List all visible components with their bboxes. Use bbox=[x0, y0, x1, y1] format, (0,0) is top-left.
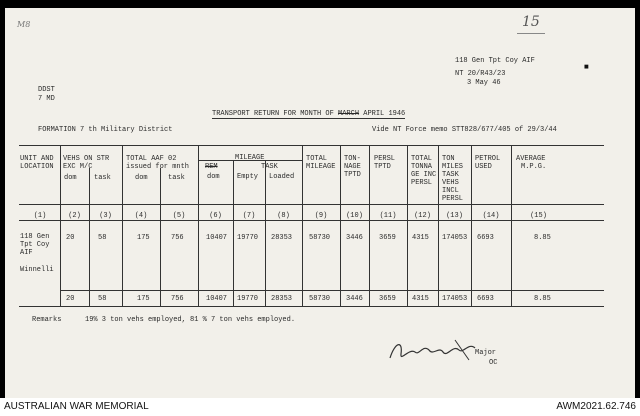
header-ton-miles-3: TASK bbox=[442, 171, 459, 179]
col-number-10: (10) bbox=[346, 212, 363, 220]
header-mileage-task: TASK bbox=[261, 163, 278, 171]
header-ton-miles-5: INCL bbox=[442, 187, 459, 195]
row-mileage-dom: 10407 bbox=[206, 234, 228, 242]
file-reference: NT 20/R43/23 bbox=[455, 70, 506, 78]
header-ton-miles-6: PERSL bbox=[442, 195, 464, 203]
header-vehs-task: task bbox=[94, 174, 111, 182]
header-average-1: AVERAGE bbox=[516, 155, 546, 163]
header-total-mileage-1: TOTAL bbox=[306, 155, 328, 163]
header-aaf-1: TOTAL AAF 02 bbox=[126, 155, 177, 163]
header-aaf-2: issued for mnth bbox=[126, 163, 190, 171]
archive-footer bbox=[0, 398, 640, 416]
document-date: 3 May 46 bbox=[467, 79, 501, 87]
title-text: TRANSPORT RETURN FOR MONTH OF bbox=[212, 110, 334, 118]
col-number-15: (15) bbox=[530, 212, 547, 220]
col-number-14: (14) bbox=[482, 212, 500, 220]
unit-name-2: Tpt Coy bbox=[20, 241, 50, 249]
col-number-2: (2) bbox=[68, 212, 81, 220]
header-tonnage-1: TON- bbox=[344, 155, 361, 163]
row-total-tonnage: 4315 bbox=[412, 234, 429, 242]
total-aaf-dom: 175 bbox=[137, 295, 150, 303]
corner-mark: M8 bbox=[17, 20, 31, 29]
header-unit-2: LOCATION bbox=[20, 163, 54, 171]
row-petrol: 6693 bbox=[477, 234, 494, 242]
header-mileage-dom: dom bbox=[207, 173, 220, 181]
unit-name-3: AIF bbox=[20, 249, 33, 257]
header-mileage-empty: Empty bbox=[237, 173, 259, 181]
addressee-line-2: 7 MD bbox=[38, 95, 55, 103]
header-unit-1: UNIT AND bbox=[20, 155, 54, 163]
col-number-7: (7) bbox=[242, 212, 256, 220]
col-number-13: (13) bbox=[446, 212, 463, 220]
total-average: 8.85 bbox=[534, 295, 551, 303]
col-number-3: (3) bbox=[99, 212, 112, 220]
row-vehs-dom: 20 bbox=[66, 234, 75, 242]
unit-location: Winnelli bbox=[20, 266, 54, 274]
row-vehs-task: 58 bbox=[98, 234, 107, 242]
title-month: APRIL 1946 bbox=[363, 110, 406, 118]
row-ton-miles: 174053 bbox=[442, 234, 468, 242]
header-ton-miles-1: TON bbox=[442, 155, 455, 163]
header-vehs-2: EXC M/C bbox=[63, 163, 93, 171]
punch-hole: ■ bbox=[584, 63, 589, 72]
header-total-tonnage-2: TONNA bbox=[411, 163, 433, 171]
total-vehs-task: 58 bbox=[98, 295, 107, 303]
col-number-1: (1) bbox=[33, 212, 47, 220]
remarks-label: Remarks bbox=[32, 316, 62, 324]
total-total-mileage: 58730 bbox=[309, 295, 331, 303]
col-number-4: (4) bbox=[134, 212, 148, 220]
addressee-line-1: DDST bbox=[38, 86, 55, 94]
col-number-6: (6) bbox=[209, 212, 222, 220]
row-average: 8.85 bbox=[534, 234, 551, 242]
total-mileage-dom: 10407 bbox=[206, 295, 228, 303]
total-ton-miles: 174053 bbox=[442, 295, 468, 303]
header-total-mileage-2: MILEAGE bbox=[306, 163, 336, 171]
total-total-tonnage: 4315 bbox=[412, 295, 429, 303]
header-mileage: MILEAGE bbox=[235, 154, 265, 162]
row-mileage-loaded: 28353 bbox=[271, 234, 293, 242]
header-vehs-dom: dom bbox=[64, 174, 77, 182]
document-title bbox=[212, 110, 405, 119]
header-tonnage-3: TPTD bbox=[344, 171, 361, 179]
total-aaf-task: 756 bbox=[171, 295, 184, 303]
header-ton-miles-4: VEHS bbox=[442, 179, 459, 187]
total-mileage-loaded: 28353 bbox=[271, 295, 293, 303]
unit-heading: 118 Gen Tpt Coy AIF bbox=[455, 57, 535, 65]
header-petrol-2: USED bbox=[475, 163, 492, 171]
col-number-8: (8) bbox=[277, 212, 290, 220]
col-number-11: (11) bbox=[379, 212, 397, 220]
total-mileage-empty: 19770 bbox=[237, 295, 259, 303]
header-persl-2: TPTD bbox=[374, 163, 391, 171]
vide-reference: Vide NT Force memo STT828/677/405 of 29/3/44 bbox=[372, 126, 557, 134]
document-sheet bbox=[5, 8, 635, 398]
header-persl-1: PERSL bbox=[374, 155, 396, 163]
header-total-tonnage-3: GE INC bbox=[411, 171, 437, 179]
unit-name-1: 118 Gen bbox=[20, 233, 50, 241]
remarks-text: 19% 3 ton vehs employed, 81 % 7 ton vehs employed. bbox=[85, 316, 296, 324]
row-mileage-empty: 19770 bbox=[237, 234, 259, 242]
header-mileage-loaded: Loaded bbox=[269, 173, 295, 181]
col-number-9: (9) bbox=[314, 212, 328, 220]
header-aaf-task: task bbox=[168, 174, 185, 182]
row-aaf-task: 756 bbox=[171, 234, 184, 242]
row-total-mileage: 58730 bbox=[309, 234, 331, 242]
header-average-2: M.P.G. bbox=[521, 163, 547, 171]
footer-institution: AUSTRALIAN WAR MEMORIAL bbox=[4, 401, 149, 412]
total-vehs-dom: 20 bbox=[66, 295, 75, 303]
formation-line: FORMATION 7 th Military District bbox=[38, 126, 173, 134]
col-number-5: (5) bbox=[172, 212, 186, 220]
row-aaf-dom: 175 bbox=[137, 234, 150, 242]
footer-accession: AWM2021.62.746 bbox=[556, 401, 636, 412]
total-persl: 3659 bbox=[379, 295, 396, 303]
col-number-12: (12) bbox=[414, 212, 431, 220]
signature-rank: Major bbox=[475, 349, 497, 357]
total-tonnage: 3446 bbox=[346, 295, 363, 303]
header-total-tonnage-1: TOTAL bbox=[411, 155, 433, 163]
total-petrol: 6693 bbox=[477, 295, 494, 303]
header-total-tonnage-4: PERSL bbox=[411, 179, 433, 187]
row-tonnage: 3446 bbox=[346, 234, 363, 242]
header-tonnage-2: NAGE bbox=[344, 163, 361, 171]
header-aaf-dom: dom bbox=[135, 174, 148, 182]
page-number: 15 bbox=[522, 14, 540, 30]
title-struck-month: MARCH bbox=[338, 110, 360, 118]
header-petrol-1: PETROL bbox=[475, 155, 501, 163]
signature-role: OC bbox=[489, 359, 498, 367]
header-mileage-rem: REM bbox=[205, 163, 218, 171]
header-ton-miles-2: MILES bbox=[442, 163, 464, 171]
header-vehs-1: VEHS ON STR bbox=[63, 155, 110, 163]
row-persl: 3659 bbox=[379, 234, 396, 242]
